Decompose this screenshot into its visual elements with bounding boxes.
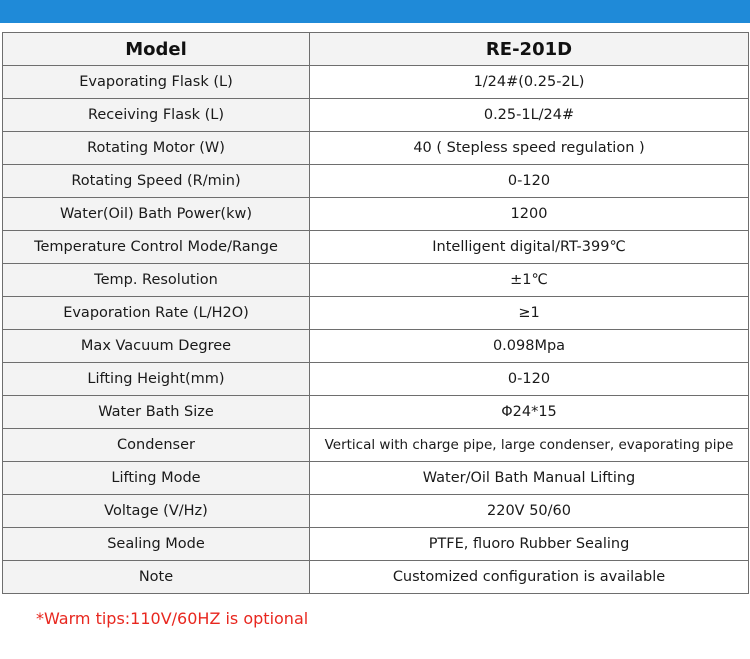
table-row [3,330,749,363]
row-label: Voltage (V/Hz) [3,495,310,528]
row-value: 1200 [310,198,749,231]
table-row [3,528,749,561]
row-label: Lifting Height(mm) [3,363,310,396]
table-row [3,132,749,165]
row-label: Water(Oil) Bath Power(kw) [3,198,310,231]
table-row [3,231,749,264]
row-value: 0.25-1L/24# [310,99,749,132]
row-label: Water Bath Size [3,396,310,429]
row-label: Evaporating Flask (L) [3,66,310,99]
table-header-row [3,33,749,66]
row-label: Note [3,561,310,594]
row-value: 0.098Mpa [310,330,749,363]
table-row [3,297,749,330]
table-row [3,429,749,462]
table-row [3,165,749,198]
row-value: ±1℃ [310,264,749,297]
row-value: PTFE, fluoro Rubber Sealing [310,528,749,561]
row-label: Receiving Flask (L) [3,99,310,132]
row-value: 220V 50/60 [310,495,749,528]
table-row [3,198,749,231]
row-value: Intelligent digital/RT-399℃ [310,231,749,264]
table-row [3,264,749,297]
row-value: Customized configuration is available [310,561,749,594]
row-label: Rotating Speed (R/min) [3,165,310,198]
row-value: ≥1 [310,297,749,330]
table-row [3,561,749,594]
table-row [3,99,749,132]
row-value: Φ24*15 [310,396,749,429]
row-label: Temp. Resolution [3,264,310,297]
row-label: Max Vacuum Degree [3,330,310,363]
table-row [3,462,749,495]
row-label: Rotating Motor (W) [3,132,310,165]
parameters-table [2,32,749,594]
row-label: Condenser [3,429,310,462]
row-label: Sealing Mode [3,528,310,561]
row-value: Vertical with charge pipe, large condenser, evaporating pipe [310,429,749,462]
model-label: Model [3,33,310,66]
row-value: 1/24#(0.25-2L) [310,66,749,99]
table-row [3,66,749,99]
row-value: 40 ( Stepless speed regulation ) [310,132,749,165]
model-value: RE-201D [310,33,749,66]
row-value: Water/Oil Bath Manual Lifting [310,462,749,495]
row-value: 0-120 [310,363,749,396]
row-label: Evaporation Rate (L/H2O) [3,297,310,330]
product-parameters-banner [0,0,750,23]
warm-tip-note: *Warm tips:110V/60HZ is optional [36,609,309,628]
table-row [3,363,749,396]
row-label: Temperature Control Mode/Range [3,231,310,264]
row-value: 0-120 [310,165,749,198]
table-row [3,495,749,528]
row-label: Lifting Mode [3,462,310,495]
table-row [3,396,749,429]
